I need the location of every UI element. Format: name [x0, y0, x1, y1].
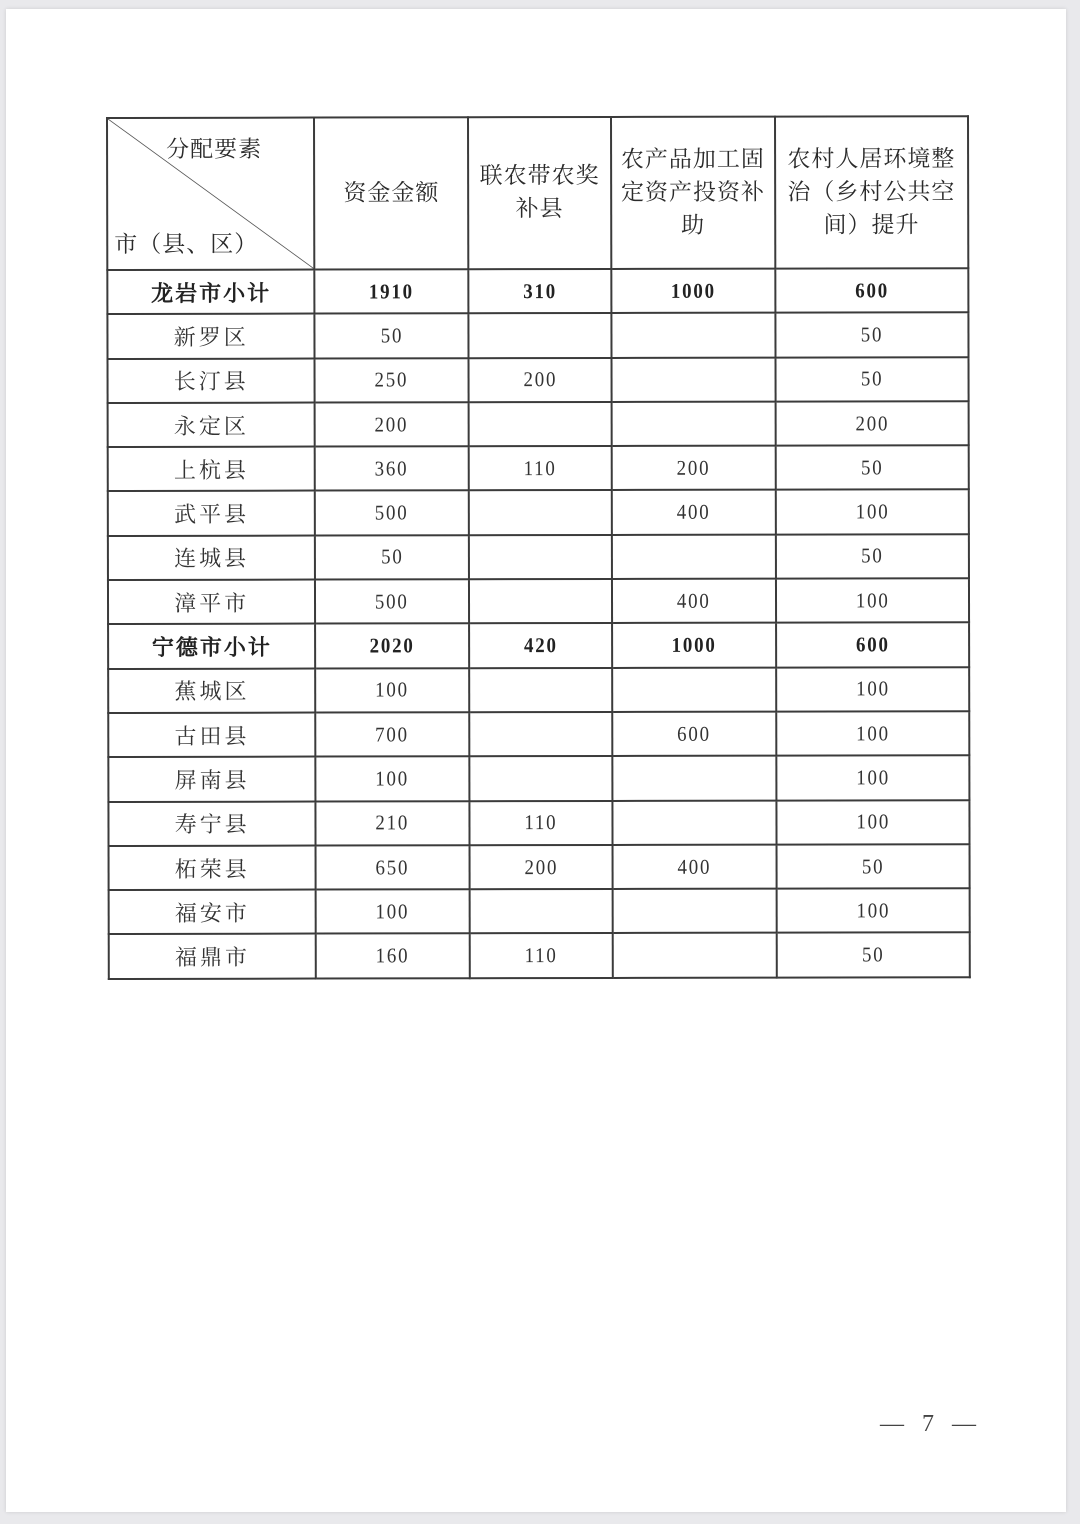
value-cell: [612, 446, 775, 491]
value-cell: [469, 712, 612, 757]
value-cell: [316, 624, 469, 669]
table-row: [108, 667, 969, 713]
value-cell: [316, 801, 469, 846]
region-cell: [108, 535, 316, 580]
value-cell: [316, 845, 469, 890]
value-cell: [315, 269, 468, 314]
region-name: 新罗区: [173, 325, 249, 351]
value-cell: [468, 269, 611, 314]
table-row: [108, 534, 969, 580]
value-cell: [470, 933, 613, 978]
value-cell: [315, 491, 468, 536]
cell-value: 50: [380, 323, 403, 348]
value-cell: [468, 402, 611, 447]
cell-value: 50: [860, 366, 884, 391]
cell-value: 50: [861, 942, 885, 967]
region-name: 福鼎市: [174, 945, 251, 971]
value-cell: [316, 889, 469, 934]
page-number: — 7 —: [880, 1411, 982, 1437]
table-row: [108, 755, 969, 801]
value-cell: [612, 623, 775, 668]
region-cell: [108, 668, 316, 713]
region-name: 龙岩市小计: [151, 280, 272, 307]
column-header-processing-subsidy: 农产品加工固定资产投资补助: [611, 117, 775, 269]
value-cell: [612, 313, 775, 358]
cell-value: 160: [375, 943, 410, 968]
cell-value: 210: [375, 810, 410, 835]
value-cell: [612, 712, 775, 757]
table-header-row: [107, 116, 968, 270]
column-header-rural-environment: 农村人居环境整治（乡村公共空间）提升: [775, 116, 969, 268]
cell-value: 110: [524, 810, 558, 835]
value-cell: [612, 579, 775, 624]
region-cell: [108, 713, 316, 758]
cell-value: 650: [375, 854, 410, 879]
fund-allocation-table: [106, 115, 971, 980]
value-cell: [612, 534, 775, 579]
value-cell: [469, 845, 612, 890]
cell-value: 500: [375, 500, 409, 525]
cell-value: 400: [676, 499, 711, 524]
table-row: [109, 888, 970, 934]
cell-value: 100: [855, 676, 890, 701]
cell-value: 1000: [670, 278, 716, 303]
value-cell: [775, 534, 969, 579]
value-cell: [469, 579, 612, 624]
value-cell: [776, 667, 970, 712]
cell-value: 200: [676, 455, 711, 480]
value-cell: [315, 446, 468, 491]
value-cell: [612, 401, 775, 446]
region-cell: [107, 314, 315, 359]
cell-value: 100: [375, 899, 410, 924]
value-cell: [613, 800, 776, 845]
value-cell: [776, 844, 970, 889]
value-cell: [469, 535, 612, 580]
value-cell: [612, 490, 775, 535]
region-name: 寿宁县: [174, 812, 250, 839]
value-cell: [469, 801, 612, 846]
cell-value: 310: [522, 278, 557, 303]
table-row: [108, 357, 969, 403]
region-cell: [108, 402, 316, 447]
cell-value: 700: [375, 721, 410, 747]
cell-value: 600: [855, 632, 890, 657]
region-name: 永定区: [173, 414, 249, 440]
cell-value: 200: [374, 411, 409, 436]
value-cell: [468, 358, 611, 403]
table-row: [108, 401, 969, 447]
region-cell: [109, 845, 317, 890]
value-cell: [775, 312, 969, 357]
region-name: 长汀县: [173, 369, 249, 396]
value-cell: [469, 446, 612, 491]
allocation-factor-label: 分配要素: [166, 136, 263, 163]
value-cell: [468, 313, 611, 358]
region-name: 宁德市小计: [151, 634, 272, 661]
region-label: 市（县、区）: [114, 231, 259, 258]
value-cell: [315, 402, 468, 447]
cell-value: 110: [524, 943, 558, 968]
value-cell: [315, 314, 468, 359]
region-cell: [108, 447, 316, 492]
cell-value: 500: [375, 589, 410, 614]
region-name: 柘荣县: [174, 857, 250, 883]
value-cell: [775, 445, 969, 490]
region-name: 福安市: [174, 901, 250, 927]
region-name: 蕉城区: [174, 680, 250, 706]
cell-value: 400: [676, 588, 711, 613]
cell-value: 250: [374, 367, 409, 392]
cell-value: 100: [375, 766, 410, 791]
cell-value: 1000: [671, 632, 717, 657]
value-cell: [316, 668, 469, 713]
cell-value: 1910: [368, 278, 415, 304]
region-cell: [109, 934, 317, 979]
cell-value: 600: [854, 278, 889, 303]
cell-value: 360: [374, 456, 409, 481]
region-cell: [109, 890, 317, 935]
cell-value: 100: [855, 720, 890, 746]
value-cell: [775, 268, 969, 313]
region-name: 漳平市: [174, 591, 250, 617]
value-cell: [776, 800, 970, 845]
cell-value: 50: [860, 455, 884, 480]
table-row: [109, 844, 970, 890]
cell-value: 100: [856, 898, 890, 923]
region-cell: [108, 801, 316, 846]
value-cell: [775, 401, 969, 446]
value-cell: [776, 623, 970, 668]
region-name: 武平县: [174, 502, 250, 528]
column-header-fund-amount: 资金金额: [314, 117, 468, 269]
value-cell: [613, 844, 776, 889]
region-name: 连城县: [174, 547, 250, 573]
value-cell: [469, 756, 612, 801]
value-cell: [775, 578, 969, 623]
cell-value: 50: [380, 544, 404, 569]
value-cell: [469, 668, 612, 713]
value-cell: [776, 711, 970, 756]
region-name: 屏南县: [174, 768, 250, 794]
table-row: [108, 711, 969, 757]
value-cell: [613, 933, 776, 978]
value-cell: [611, 269, 774, 314]
cell-value: 420: [523, 633, 558, 658]
cell-value: 100: [855, 809, 890, 834]
value-cell: [613, 889, 776, 934]
cell-value: 110: [523, 455, 557, 480]
region-name: 上杭县: [173, 458, 250, 484]
cell-value: 200: [854, 410, 889, 435]
subtotal-row: [107, 268, 968, 314]
cell-value: 200: [524, 854, 558, 879]
value-cell: [315, 358, 468, 403]
value-cell: [469, 623, 612, 668]
table-row: [108, 578, 969, 624]
table-row: [107, 312, 968, 358]
cell-value: 50: [860, 322, 883, 347]
cell-value: 50: [861, 853, 885, 878]
value-cell: [469, 889, 612, 934]
cell-value: 100: [855, 765, 890, 790]
value-cell: [316, 757, 469, 802]
value-cell: [316, 934, 469, 979]
region-cell: [108, 624, 316, 669]
cell-value: 400: [677, 854, 712, 879]
value-cell: [612, 756, 775, 801]
region-cell: [108, 757, 316, 802]
value-cell: [469, 490, 612, 535]
document-page: [6, 9, 1066, 1512]
value-cell: [775, 357, 969, 402]
cell-value: 50: [860, 543, 884, 568]
table-row: [108, 445, 969, 491]
column-header-farmer-linkage-reward: 联农带农奖补县: [468, 117, 612, 269]
value-cell: [776, 755, 970, 800]
value-cell: [315, 535, 468, 580]
table-row: [108, 490, 969, 536]
subtotal-row: [108, 623, 969, 669]
cell-value: 100: [375, 677, 410, 702]
region-cell: [108, 491, 316, 536]
value-cell: [315, 579, 468, 624]
cell-value: 100: [855, 588, 890, 613]
region-name: 古田县: [174, 724, 250, 750]
cell-value: 200: [523, 367, 557, 392]
value-cell: [316, 712, 469, 757]
diagonal-header-cell: [107, 118, 315, 270]
value-cell: [775, 490, 969, 535]
cell-value: 100: [855, 499, 889, 524]
cell-value: 2020: [369, 633, 415, 658]
table-row: [109, 933, 970, 979]
table-row: [108, 800, 969, 846]
cell-value: 600: [677, 721, 712, 746]
value-cell: [776, 933, 970, 978]
region-cell: [107, 270, 315, 315]
value-cell: [612, 357, 775, 402]
region-cell: [108, 580, 316, 625]
region-cell: [108, 358, 316, 403]
value-cell: [612, 667, 775, 712]
value-cell: [776, 888, 970, 933]
